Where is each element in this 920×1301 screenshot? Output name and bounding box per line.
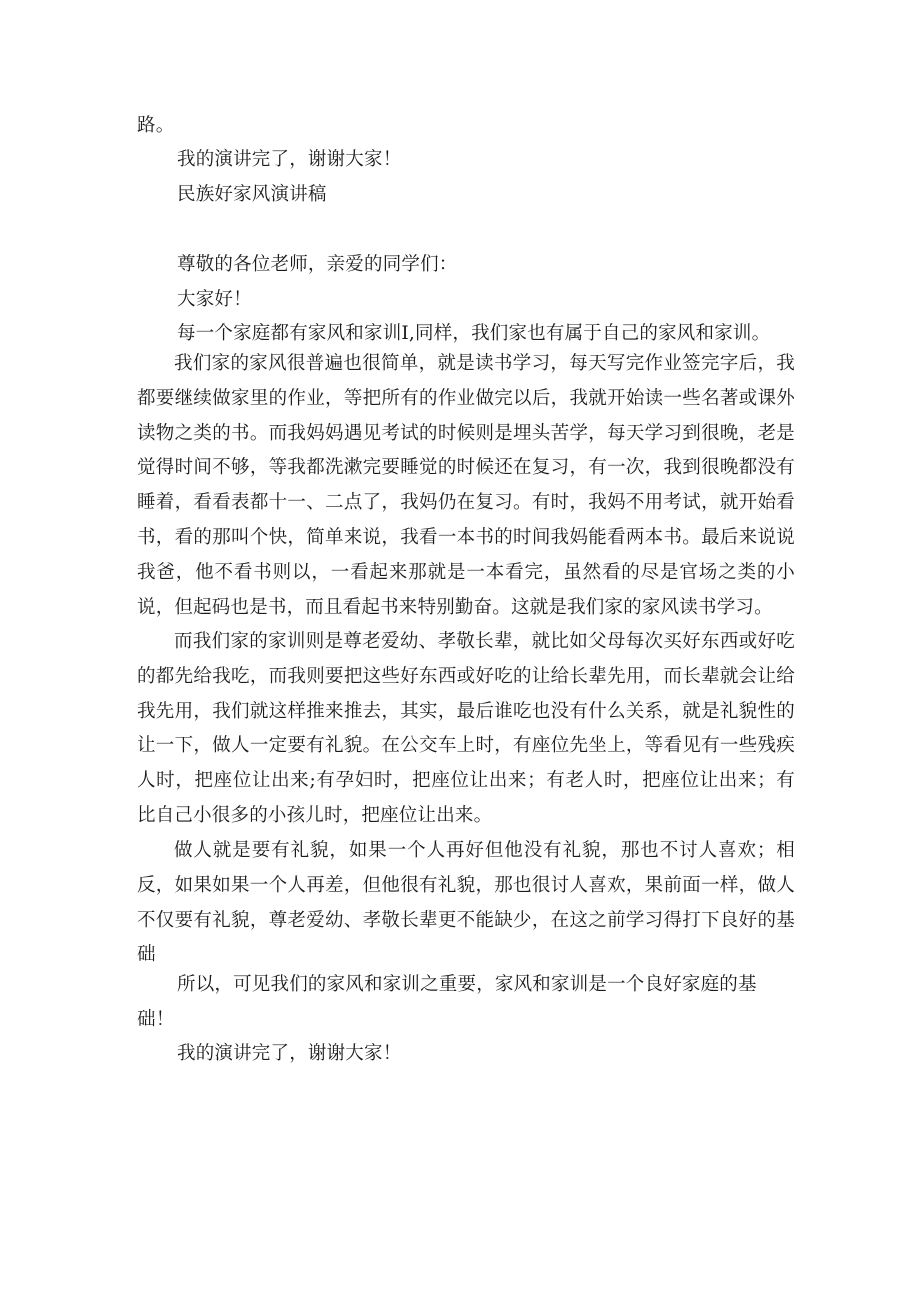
intro-line: 每一个家庭都有家风和家训I,同样，我们家也有属于自己的家风和家训。 — [177, 323, 771, 344]
paragraph-family-style: 我们家的家风很普遍也很简单，就是读书学习，每天写完作业签完字后，我都要继续做家里的作业，等把所有的作业做完以后，我就开始读一些名著或课外读物之类的书。而我妈妈遇见考试的时候则是埋头苦学，每天学习到很晚，老是觉得时间不够，等我都洗漱完要睡觉的时候还在复习，有一次，我到很晚都没有睡着，看看表都十一、二点了，我妈仍在复习。有时，我妈不用考试，就开始看书，看的那叫个快，简单来说，我看一本书的时间我妈能看两本书。最后来说说我爸，他不看书则以，一看起来那就是一本看完，虽然看的尽是官场之类的小说，但起码也是书，而且看起书来特别勤奋。这就是我们家的家风读书学习。 — [137, 353, 795, 618]
closing-remark-1: 我的演讲完了，谢谢大家！ — [177, 149, 402, 170]
salutation: 尊敬的各位老师，亲爱的同学们： — [177, 254, 458, 275]
greeting: 大家好！ — [177, 289, 252, 310]
conclusion-line-1: 所以，可见我们的家风和家训之重要，家风和家训是一个良好家庭的基 — [177, 974, 757, 995]
closing-remark-2: 我的演讲完了，谢谢大家！ — [177, 1043, 402, 1064]
previous-text-fragment: 路。 — [137, 115, 175, 136]
speech-title: 民族好家风演讲稿 — [177, 184, 327, 205]
paragraph-courtesy: 做人就是要有礼貌，如果一个人再好但他没有礼貌，那也不讨人喜欢；相反，如果如果一个人再差，但他很有礼貌，那也很讨人喜欢，果前面一样，做人不仅要有礼貌，尊老爱幼、孝敬长辈更不能缺少，在这之前学习得打下良好的基础 — [137, 840, 795, 966]
paragraph-family-motto: 而我们家的家训则是尊老爱幼、孝敬长辈，就比如父母每次买好东西或好吃的都先给我吃，而我则要把这些好东西或好吃的让给长辈先用，而长辈就会让给我先用，我们就这样推来推去，其实，最后谁吃也没有什么关系，就是礼貌性的让一下，做人一定要有礼貌。在公交车上时，有座位先坐上，等看见有一些残疾人时，把座位让出来;有孕妇时，把座位让出来；有老人时，把座位让出来；有比自己小很多的小孩儿时，把座位让出来。 — [137, 631, 795, 826]
conclusion-line-2: 础！ — [137, 1009, 175, 1030]
